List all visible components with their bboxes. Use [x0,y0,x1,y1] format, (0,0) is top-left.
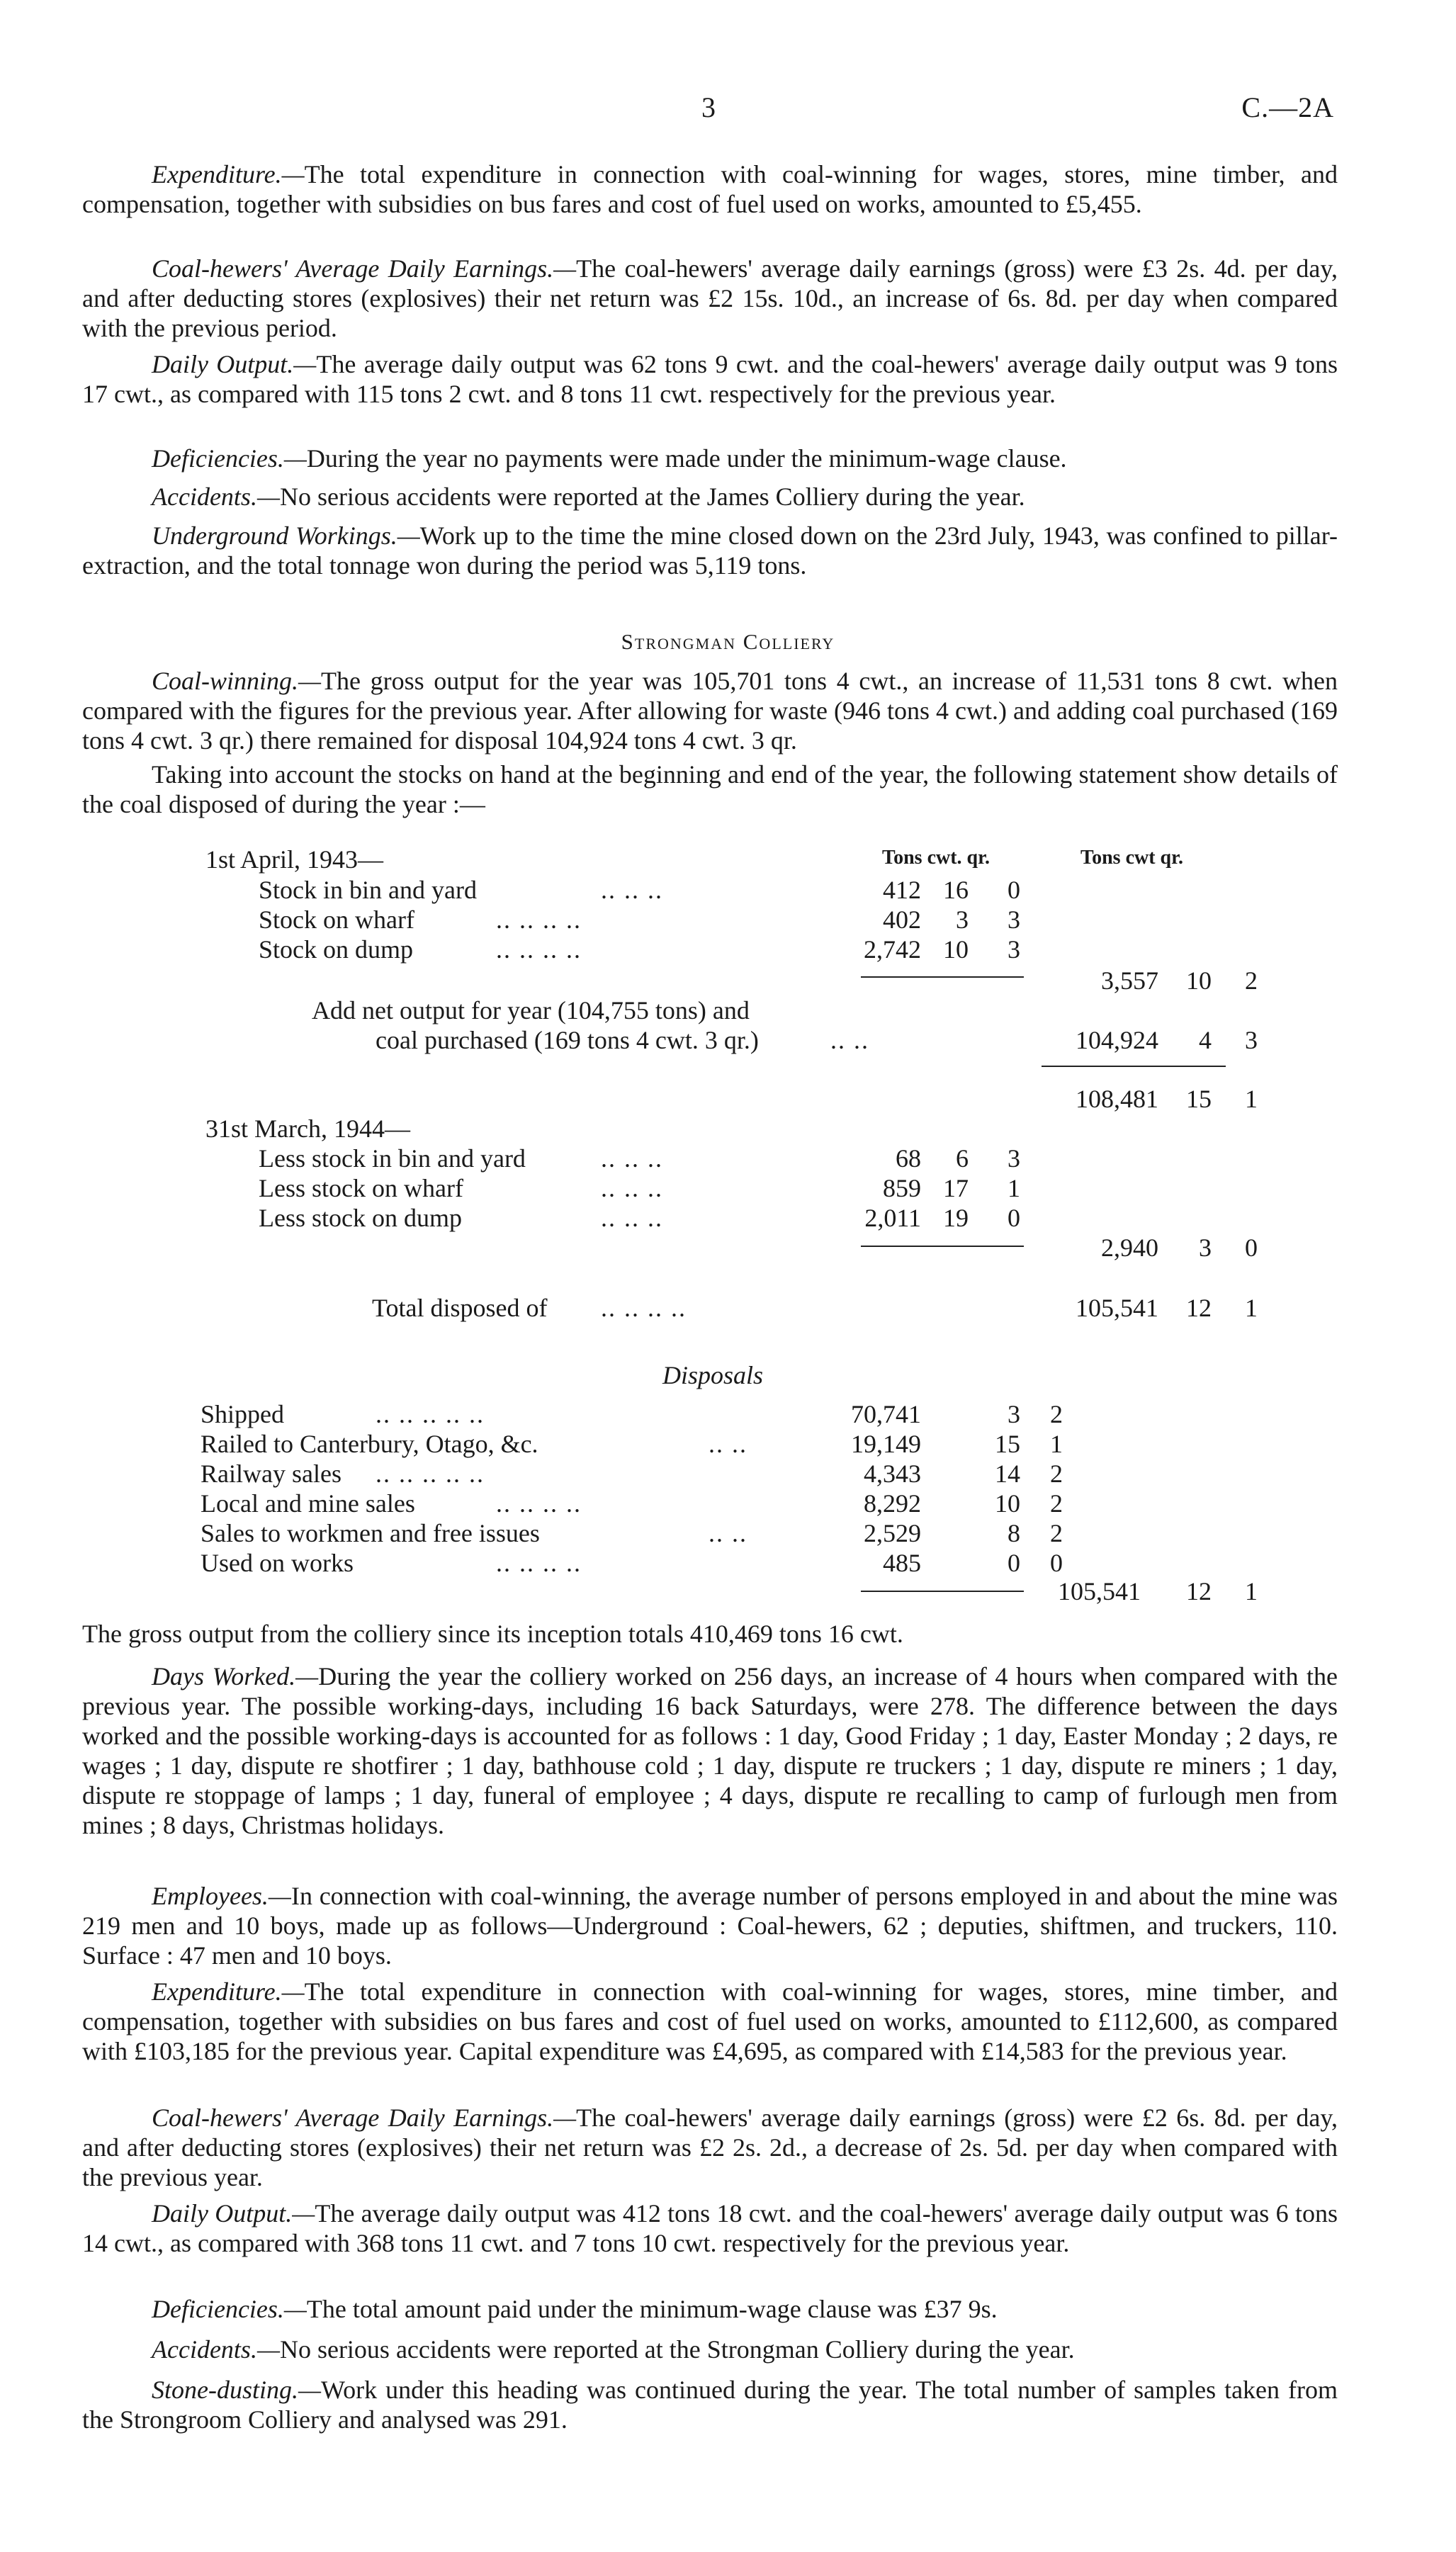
para-earnings-james: Coal-hewers' Average Daily Earnings.—The coal-hewers' average daily earnings (gross) were £3 2s. 4d. per day, and after deducting stores (explosives) their net return was £2 15s. 10d., an increase of 6s. 8d. per day when compared with the previous period. [82,254,1338,342]
add-line-2: coal purchased (169 tons 4 cwt. 3 qr.) [376,1026,759,1054]
page-header [0,91,1456,133]
col-head-left: Tons cwt. qr. [882,847,990,869]
para-output-james: Daily Output.—The average daily output was 62 tons 9 cwt. and the coal-hewers' average daily output was 9 tons 17 cwt., as compared with 115 tons 2 cwt. and 8 tons 11 cwt. respectively for the previous year. [82,350,1338,408]
para-daily-output: Daily Output.—The average daily output was 412 tons 18 cwt. and the coal-hewers' average daily output was 6 tons 14 cwt., as compared with 368 tons 11 cwt. and 7 tons 10 cwt. respectively for the previous year. [82,2199,1338,2257]
para-coal-winning: Coal-winning.—The gross output for the year was 105,701 tons 4 cwt., an increase of 11,531 tons 8 cwt. when compared with the figures for the previous year. After allowing for waste (946 tons 4 cwt.) and adding coal purchased (169 tons 4 cwt. 3 qr.) there remained for disposal 104,924 tons 4 cwt. 3 qr. [82,667,1338,755]
para-stocks-intro: Taking into account the stocks on hand at the beginning and end of the year, the following statement show details of the coal disposed of during the year :— [82,760,1338,818]
col-head-right: Tons cwt qr. [1080,847,1183,869]
para-deficiencies-james: Deficiencies.—During the year no payments were made under the minimum-wage clause. [152,444,1067,473]
gross-output-line: The gross output from the colliery since its inception totals 410,469 tons 16 cwt. [82,1620,903,1648]
para-stone-dusting: Stone-dusting.—Work under this heading was continued during the year. The total number of samples taken from the Strongroom Colliery and analysed was 291. [82,2376,1338,2434]
section-heading: Strongman Colliery [621,629,835,654]
rule [861,1246,1024,1247]
rule [1042,1066,1226,1067]
add-line-1: Add net output for year (104,755 tons) and [312,996,750,1024]
document-reference: C.—2A [1241,91,1334,123]
total-disposed-label: Total disposed of [372,1294,548,1322]
opening-date: 1st April, 1943— [205,845,384,874]
para-accidents: Accidents.—No serious accidents were reported at the Strongman Colliery during the year. [152,2335,1075,2364]
para-deficiencies: Deficiencies.—The total amount paid under the minimum-wage clause was £37 9s. [152,2295,998,2323]
rule [861,976,1024,978]
disposals-heading: Disposals [662,1361,764,1389]
para-expenditure-james: Expenditure.—The total expenditure in connection with coal-winning for wages, stores, mine timber, and compensation, together with subsidies on bus fares and cost of fuel used on works, amounted to £5,455. [82,160,1338,218]
para-underground-james: Underground Workings.—Work up to the time the mine closed down on the 23rd July, 1943, was confined to pillar-extraction, and the total tonnage won during the period was 5,119 tons. [82,521,1338,580]
closing-date: 31st March, 1944— [205,1114,410,1143]
rule [861,1591,1024,1592]
para-accidents-james: Accidents.—No serious accidents were reported at the James Colliery during the year. [152,482,1025,511]
para-expenditure: Expenditure.—The total expenditure in connection with coal-winning for wages, stores, mine timber, and compensation, together with subsidies on bus fares and cost of fuel used on works, amounted to £112,600, as compared with £103,185 for the previous year. Capital expenditure was £4,695, as compared with £14,583 for the previous year. [82,1977,1338,2065]
document-page: 3 C.—2A Expenditure.—The total expenditure in connection with coal-winning for wages, stores, mine timber, and compensation, together with subsidies on bus fares and cost of fuel used on works, amounted to £5,455. Coal-hewers' Average Daily Earnings.—The coal-hewers' average daily earnings (gross) were £3 2s. 4d. per day, and after deducting stores (explosives) their net return was £2 15s. 10d., an increase of 6s. 8d. per day when compared with the previous period. Daily Output.—The average daily output was 62 tons 9 cwt. and the coal-hewers' average daily output was 9 tons 17 cwt., as compared with 115 tons 2 cwt. and 8 tons 11 cwt. respectively for the previous year. Deficiencies.—During the year no payments were made under the minimum-wage clause. Accidents.—No serious accidents were reported at the James Colliery during the year. Underground Workings.—Work up to the time the mine closed down on the 23rd July, 1943, was confined to pillar-extraction, and the total tonnage won during the period was 5,119 tons. Strongman Colliery Coal-winning.—The gross output for the year was 105,701 tons 4 cwt., an increase of 11,531 tons 8 cwt. when compared with the figures for the previous year. After allowing for waste (946 tons 4 cwt.) and adding coal purchased (169 tons 4 cwt. 3 qr.) there remained for disposal 104,924 tons 4 cwt. 3 qr. Taking into account the stocks on hand at the beginning and end of the year, the following statement show details of the coal disposed of during the year :— Tons cwt. qr. Tons cwt qr. 1st April, 1943— Stock in bin and yard .. .. .. 412 16 0 Stock on wharf .. .. .. .. 402 3 3 Stock on dump .. .. .. .. 2,742 10 3 3,557 10 2 Add net output for year (104,755 tons) and coal purchased (169 tons 4 cwt. 3 qr.) .. .. 104,924 4 3 108,481 15 1 31st March, 1944— Less stock in bin and yard .. .. .. 68 6 3 Less stock on wharf .. .. .. 859 17 1 Less stock on dump .. .. .. 2,011 19 0 2,940 3 0 Total disposed of .. .. .. .. 105,541 12 1 Disposals Shipped .. .. .. .. .. 70,741 3 2 Railed to Canterbury, Otago, &c. .. .. 19,149 15 1 Railway sales .. .. .. .. .. 4,343 14 2 Local and mine sales .. .. .. .. 8,292 10 2 Sales to workmen and free issues .. .. 2,529 8 2 Used on works .. .. .. .. 485 0 0 105,541 12 1 The gross output from the colliery since its inception totals 410,469 tons 16 cwt. Days Worked.—During the year the colliery worked on 256 days, an increase of 4 hours when compared with the previous year. The possible working-days, including 16 back Saturdays, were 278. The difference between the days worked and the possible working-days is accounted for as follows : 1 day, Good Friday ; 1 day, Easter Monday ; 2 days, re wages ; 1 day, dispute re shotfirer ; 1 day, bathhouse cold ; 1 day, dispute re truckers ; 1 day, dispute re miners ; 1 day, dispute re stoppage of lamps ; 1 day, funeral of employee ; 4 days, dispute re recalling to camp of furlough men from mines ; 8 days, Christmas holidays. Employees.—In connection with coal-winning, the average number of persons employed in and about the mine was 219 men and 10 boys, made up as follows—Underground : Coal-hewers, 62 ; deputies, shiftmen, and truckers, 110. Surface : 47 men and 10 boys. Expenditure.—The total expenditure in connection with coal-winning for wages, stores, mine timber, and compensation, together with subsidies on bus fares and cost of fuel used on works, amounted to £112,600, as compared with £103,185 for the previous year. Capital expenditure was £4,695, as compared with £14,583 for the previous year. Coal-hewers' Average Daily Earnings.—The coal-hewers' average daily earnings (gross) were £2 6s. 8d. per day, and after deducting stores (explosives) their net return was £2 2s. 2d., a decrease of 2s. 5d. per day when compared with the previous year. Daily Output.—The average daily output was 412 tons 18 cwt. and the coal-hewers' average daily output was 6 tons 14 cwt., as compared with 368 tons 11 cwt. and 7 tons 10 cwt. respectively for the previous year. Deficiencies.—The total amount paid under the minimum-wage clause was £37 9s. Accidents.—No serious accidents were reported at the Strongman Colliery during the year. Stone-dusting.—Work under this heading was continued during the year. The total number of samples taken from the Strongroom Colliery and analysed was 291. [0,0,1456,2552]
para-earnings: Coal-hewers' Average Daily Earnings.—The coal-hewers' average daily earnings (gross) were £2 6s. 8d. per day, and after deducting stores (explosives) their net return was £2 2s. 2d., a decrease of 2s. 5d. per day when compared with the previous year. [82,2104,1338,2191]
para-days-worked: Days Worked.—During the year the colliery worked on 256 days, an increase of 4 hours when compared with the previous year. The possible working-days, including 16 back Saturdays, were 278. The difference between the days worked and the possible working-days is accounted for as follows : 1 day, Good Friday ; 1 day, Easter Monday ; 2 days, re wages ; 1 day, dispute re shotfirer ; 1 day, bathhouse cold ; 1 day, dispute re truckers ; 1 day, dispute re miners ; 1 day, dispute re stoppage of lamps ; 1 day, funeral of employee ; 4 days, dispute re recalling to camp of furlough men from mines ; 8 days, Christmas holidays. [82,1662,1338,1839]
page-number: 3 [701,91,716,123]
para-employees: Employees.—In connection with coal-winning, the average number of persons employed in and about the mine was 219 men and 10 boys, made up as follows—Underground : Coal-hewers, 62 ; deputies, shiftmen, and truckers, 110. Surface : 47 men and 10 boys. [82,1882,1338,1970]
